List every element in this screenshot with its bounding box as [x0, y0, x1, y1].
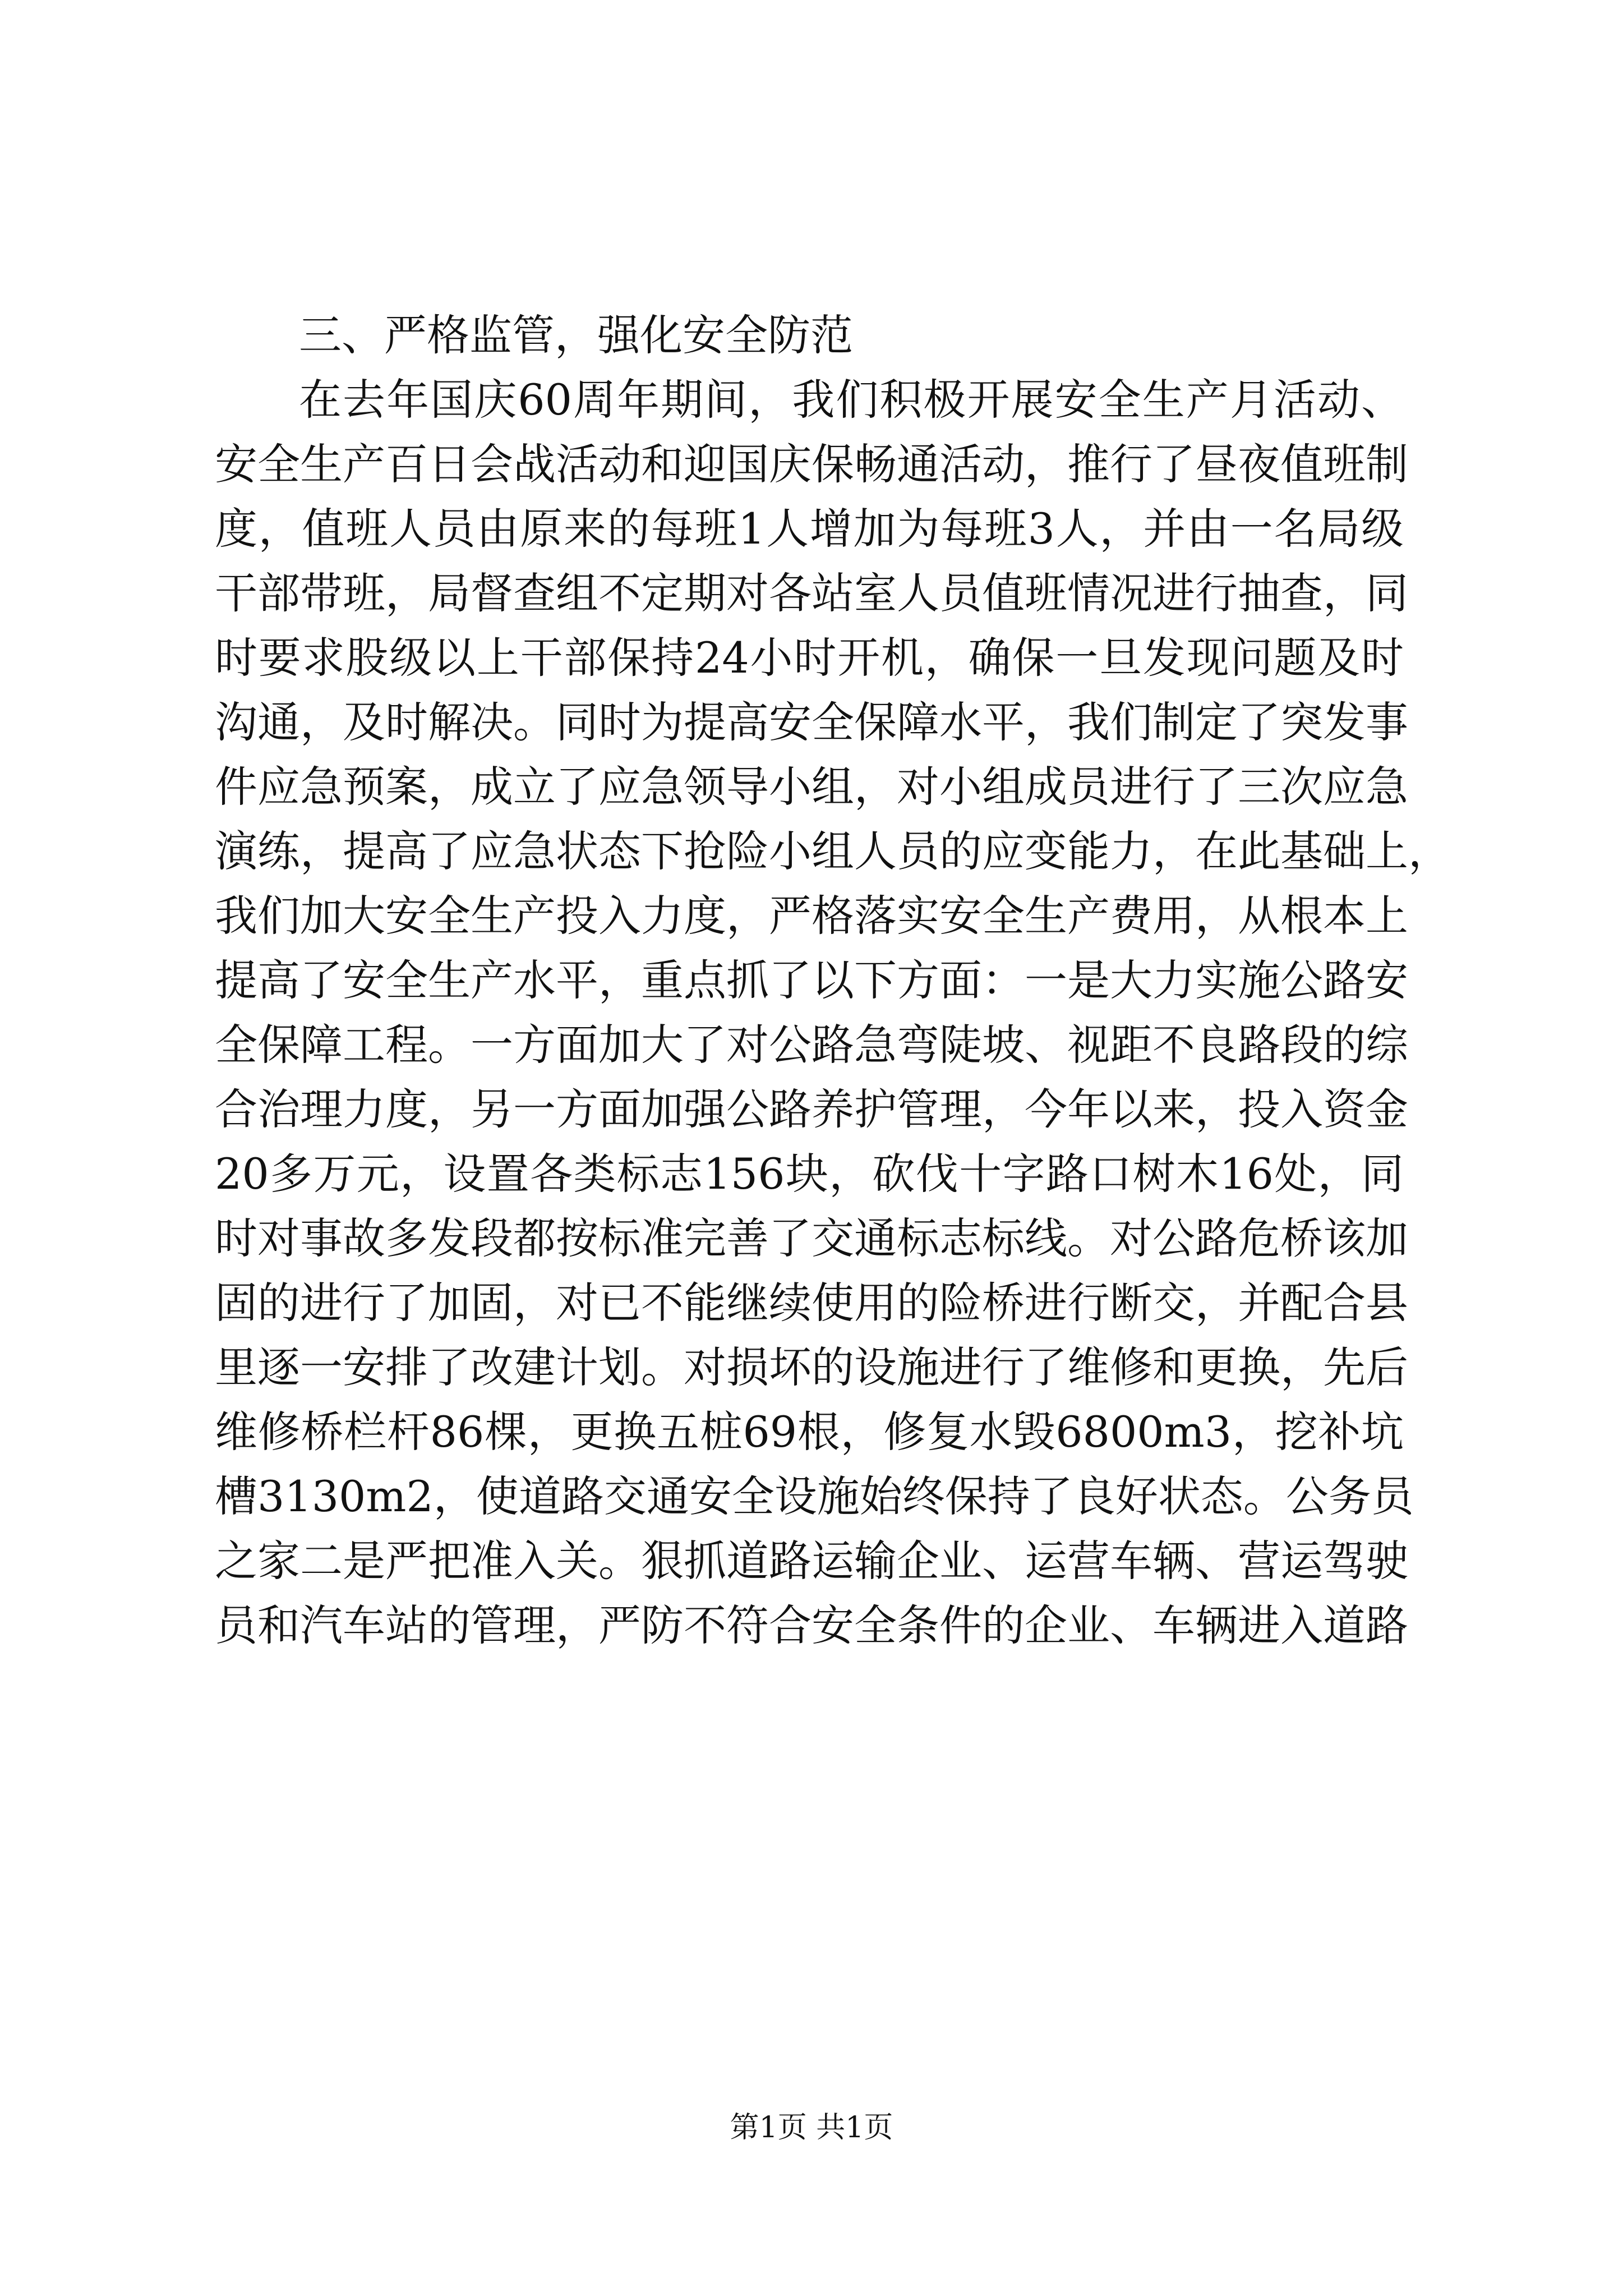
paragraph-line: 20多万元，设置各类标志156块，砍伐十字路口树木16处，同	[215, 1149, 1404, 1199]
paragraph-line: 合治理力度，另一方面加强公路养护管理，今年以来，投入资金	[215, 1084, 1408, 1134]
paragraph-line: 在去年国庆60周年期间，我们积极开展安全生产月活动、	[299, 375, 1404, 425]
paragraph-line: 我们加大安全生产投入力度，严格落实安全生产费用，从根本上	[215, 891, 1408, 941]
paragraph-line: 件应急预案，成立了应急领导小组，对小组成员进行了三次应急	[215, 762, 1408, 812]
section-heading: 三、严格监管，强化安全防范	[299, 310, 853, 360]
paragraph-line: 度，值班人员由原来的每班1人增加为每班3人，并由一名局级	[215, 504, 1404, 554]
paragraph-line: 安全生产百日会战活动和迎国庆保畅通活动，推行了昼夜值班制	[215, 439, 1408, 489]
paragraph-line: 里逐一安排了改建计划。对损坏的设施进行了维修和更换，先后	[215, 1342, 1408, 1392]
paragraph-line: 全保障工程。一方面加大了对公路急弯陡坡、视距不良路段的综	[215, 1020, 1408, 1070]
paragraph-line: 时要求股级以上干部保持24小时开机，确保一旦发现问题及时	[215, 633, 1404, 683]
paragraph-line: 维修桥栏杆86棵，更换五桩69根，修复水毁6800m3，挖补坑	[215, 1407, 1404, 1457]
paragraph-line: 固的进行了加固，对已不能继续使用的险桥进行断交，并配合县	[215, 1278, 1408, 1328]
paragraph-line: 槽3130m2，使道路交通安全设施始终保持了良好状态。公务员	[215, 1471, 1414, 1521]
paragraph-line: 员和汽车站的管理，严防不符合安全条件的企业、车辆进入道路	[215, 1600, 1408, 1650]
paragraph-line: 演练，提高了应急状态下抢险小组人员的应变能力，在此基础上，	[215, 826, 1451, 876]
page-number-footer: 第1页 共1页	[730, 2111, 893, 2145]
paragraph-line: 干部带班，局督查组不定期对各站室人员值班情况进行抽查，同	[215, 568, 1408, 618]
paragraph-line: 提高了安全生产水平，重点抓了以下方面：一是大力实施公路安	[215, 955, 1408, 1005]
paragraph-line: 之家二是严把准入关。狠抓道路运输企业、运营车辆、营运驾驶	[215, 1536, 1408, 1586]
paragraph-line: 时对事故多发段都按标准完善了交通标志标线。对公路危桥该加	[215, 1213, 1408, 1263]
paragraph-line: 沟通，及时解决。同时为提高安全保障水平，我们制定了突发事	[215, 697, 1408, 747]
